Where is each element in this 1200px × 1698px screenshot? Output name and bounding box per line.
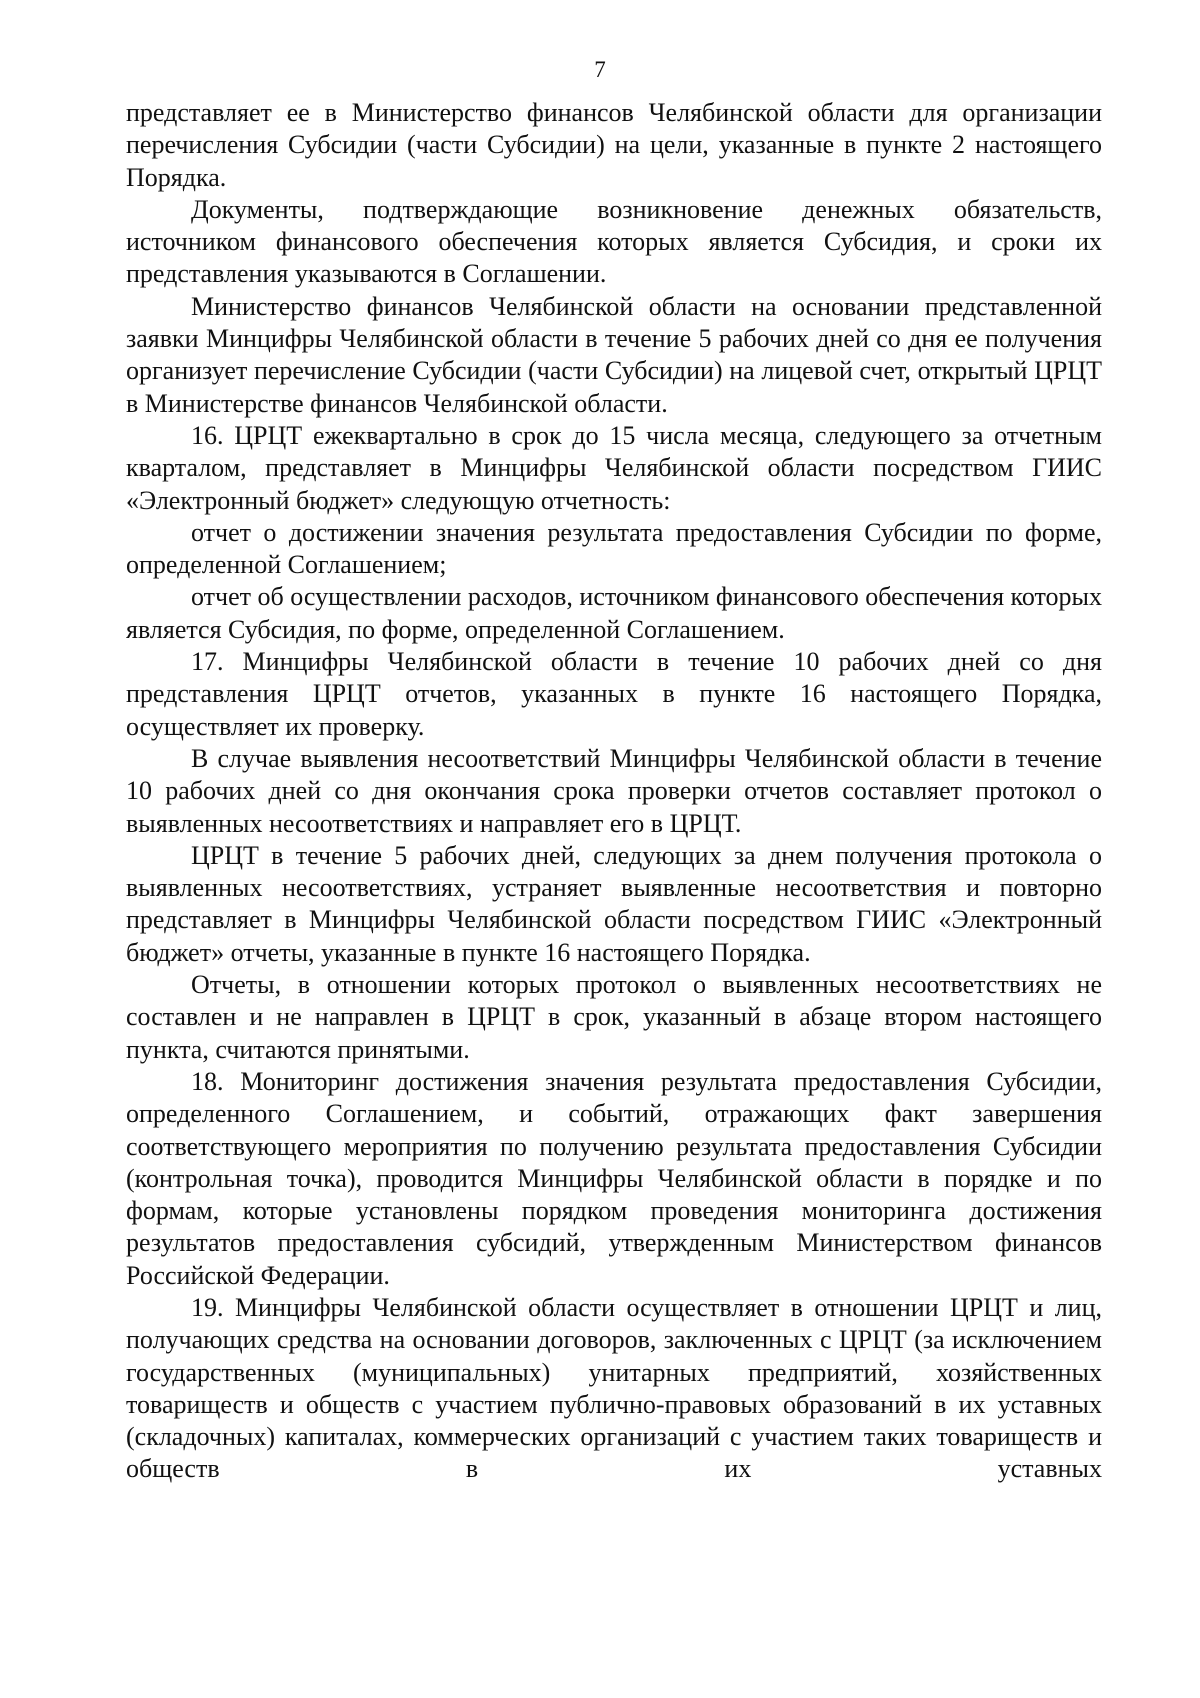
paragraph-correction: ЦРЦТ в течение 5 рабочих дней, следующих за днем получения протокола о выявленных несоответствиях, устраняет выявленные несоответствия и повторно представляет в Минцифры Челябинской области посредством ГИИС «Электронный бюджет» отчеты, указанные в пункте 16 настоящего Порядка. [126,840,1102,967]
paragraph-item-17: 17. Минцифры Челябинской области в течение 10 рабочих дней со дня представления ЦРЦТ отчетов, указанных в пункте 16 настоящего Порядка, осуществляет их проверку. [126,647,1102,741]
paragraph-continuation: представляет ее в Министерство финансов Челябинской области для организации перечисления Субсидии (части Субсидии) на цели, указанные в пункте 2 настоящего Порядка. [126,98,1102,192]
paragraph-accepted-reports: Отчеты, в отношении которых протокол о выявленных несоответствиях не составлен и не направлен в ЦРЦТ в срок, указанный в абзаце втором настоящего пункта, считаются принятыми. [126,970,1102,1064]
paragraph-item-16: 16. ЦРЦТ ежеквартально в срок до 15 числа месяца, следующего за отчетным кварталом, представляет в Минцифры Челябинской области посредством ГИИС «Электронный бюджет» следующую отчетность: [126,420,1102,515]
document-body [126,97,1102,1486]
page-number: 7 [594,57,606,82]
paragraph-item-18: 18. Мониторинг достижения значения результата предоставления Субсидии, определенного Соглашением, и событий, отражающих факт завершения соответствующего мероприятия по получению результата предоставления Субсидии (контрольная точка), проводится Минцифры Челябинской области в порядке и по формам, которые установлены порядком проведения мониторинга достижения результатов предоставления субсидий, утвержденным Министерством финансов Российской Федерации. [126,1066,1102,1290]
paragraph-report-result: отчет о достижении значения результата предоставления Субсидии по форме, определенной Соглашением; [126,517,1102,580]
paragraph-item-19: 19. Минцифры Челябинской области осуществляет в отношении ЦРЦТ и лиц, получающих средства на основании договоров, заключенных с ЦРЦТ (за исключением государственных (муниципальных) унитарных предприятий, хозяйственных товариществ и обществ с участием публично-правовых образований в их уставных (складочных) капиталах, коммерческих организаций с участием таких товариществ и обществ в их уставных [126,1292,1102,1484]
paragraph-ministry-finance: Министерство финансов Челябинской области на основании представленной заявки Минцифры Челябинской области в течение 5 рабочих дней со дня ее получения организует перечисление Субсидии (части Субсидии) на лицевой счет, открытый ЦРЦТ в Министерстве финансов Челябинской области. [126,291,1102,418]
paragraph-documents: Документы, подтверждающие возникновение денежных обязательств, источником финансового обеспечения которых является Субсидия, и сроки их представления указываются в Соглашении. [126,194,1102,289]
paragraph-report-expenses: отчет об осуществлении расходов, источником финансового обеспечения которых является Субсидия, по форме, определенной Соглашением. [126,582,1102,644]
paragraph-discrepancies: В случае выявления несоответствий Минцифры Челябинской области в течение 10 рабочих дней со дня окончания срока проверки отчетов составляет протокол о выявленных несоответствиях и направляет его в ЦРЦТ. [126,743,1102,838]
